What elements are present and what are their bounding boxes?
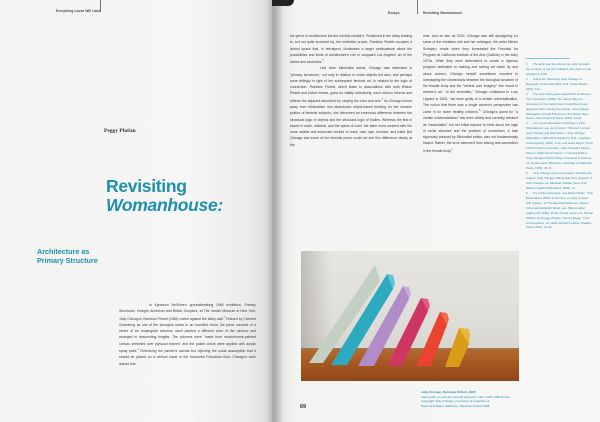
footnote-text: The artist was then known as Judy Gerowitz, the surname of her first husband, who died in a car accident in 1963. [526, 62, 592, 76]
body-paragraph [290, 65, 412, 147]
notes-rule [526, 58, 570, 59]
caption-medium: Latex paint on canvas-covered plywood | 126 x 126 x 288 inches [421, 394, 510, 399]
subtitle-line-2: Primary Structure [37, 256, 98, 265]
footnote-number: 5 [526, 170, 528, 175]
text-run: , at The Jewish Museum in New York, Judy Chicago's [119, 309, 256, 321]
footnote-number: 1 [526, 62, 528, 66]
footnote-ref: 5 [478, 109, 481, 112]
caption-collection: David and Diana Wilkinson. Rainbow Pickett 1965 [421, 403, 490, 408]
text-run: (1966) rested against the lobby wall. [167, 316, 224, 321]
body-column-1 [119, 302, 256, 367]
rainbow-columns-graphic [301, 251, 519, 381]
artwork-photo [301, 251, 519, 381]
page-number: 69 [300, 404, 307, 410]
body-column-3 [423, 33, 518, 154]
article-subtitle [37, 247, 167, 265]
figure-caption [421, 390, 571, 408]
artwork-title: Rainbow Pickett [143, 316, 168, 321]
footnote-ref: 4 [381, 97, 384, 101]
body-paragraph [119, 302, 256, 367]
text-run: Like other Minimalist artists, Chicago was interested in "primary structures," not only in relation to made objects but also, and perhaps more tellingly in light of her subsequent feminist art, in relation to the logic of connection. [290, 66, 412, 90]
caption-title: Judy Chicago, Rainbow Pickett, 1965 [421, 390, 476, 394]
footnote-number: 2 [526, 76, 528, 81]
spine-shadow [266, 0, 282, 422]
footnote-text: Judy Chicago and Lucy Lippard, "Entering the Culture: Judy Chicago Talking with Lucy Lippard," in Judy Chicago, ed. Elizabeth Sackler (New York: Watson-Guptill Publications, 2002), 11. [526, 170, 593, 190]
subtitle-line-1: Architecture as [37, 247, 90, 256]
footnote-text: For a fuller discussion, see Naomi Schor, "This Essentialism Which Is Not One: Coming to Grips with Irigaray," in The Essential Difference, Naomi Schor and Elizabeth Weed, eds. (Bloomington: Indiana UP, 1994), 40-62; Amelia Jones, ed., Sexual Politics; and Peggy Phelan, "Survey Essay," in Art and Feminism, ed. Helen Reckitt (London: Phaidon Press, 2001), 14-49. [526, 190, 593, 230]
caption-credit: Copyright Judy Chicago | Courtesy of collection of [421, 399, 490, 404]
text-run: the genre of architecture but did not fully inhabit it. Positioned in the lobby leading to, but not quite enclosed by, the exhibition proper, [290, 34, 412, 45]
footnote-text: Gail Levin, Becoming Judy Chicago: A Biography of the Artist (New York: Crown Books, 2007), 121. [526, 76, 588, 91]
footnote [526, 121, 594, 171]
footnote [526, 191, 594, 231]
body-paragraph [423, 33, 518, 154]
footnote-text: The other lobby piece was Robert Smithson's The Cryosphere (1966). See James Meyer's discussion of the implicit East Coast/West Coast argument that underlay the pairing. James Meyer, Minimalism: Art and Polemics in the Sixties (New Haven: Yale University Press, 2001), 13-34. [526, 91, 592, 121]
footnote [526, 62, 594, 77]
text-run: time. And as late as 2002, Chicago was still apologizing for some of the mistakes she and her colleague, the artist Miriam Schapiro, made when they formulated the Feminist Art Program at California Institute of the Arts (CalArts) in the early 1970s. While they were determined to create a rigorous program dedicated to making and seeing art made by and about women, Chicago herself sometimes resorted to overplaying the connections between the biological structure of the female body and the "central core imagery" she found in women's art. "In the seventies," Chicago confessed to Lucy Lippard in 2002, "we were guilty of a certain universalization. The notion that there was a single women's perspective has come in for some healthy criticism. [423, 34, 518, 115]
running-header-title: Revisiting Womanhouse [423, 11, 463, 15]
text-run: Praised by Clement Greenberg as one of the strongest works in an excellent show, the piece consists of a series of six rectangular columns, each painted a different color of the rainbow and arranged in descending lengths. The columns were "made from monochrome-painted canvas stretched over plywood frames" and the pastel colors were applied with acrylic spray paint. [119, 316, 256, 353]
footnote-ref: 1 [223, 315, 226, 319]
running-header-left: Everything Loose Will Land [56, 9, 101, 13]
footnote [526, 92, 594, 122]
body-column-2 [290, 33, 412, 148]
footnote-text: For a good discussion of Chicago's early Minimalist art, see Jenni Sorkin, "Minimal" Limited: Judy Chicago and Minimalism," Judy Chicago: Minimalism, 1965-1973 (Santa Fe, N.M.: LewAllen Contemporary, 2004), 2-16; and Laura Meyer, "From Finish Fetish to Feminism: Judy Chicago's Dinner Party in California Art History," in Sexual Politics: Judy Chicago's Dinner Party in Feminist Art History, ed. Amelia Jones (Berkeley: University of California Press, 1996), 46-74. [526, 121, 594, 171]
footnote-number: 4 [526, 121, 528, 126]
author-name: Peggy Phelan [104, 128, 136, 134]
exhibition-title: Primary Structures: Younger American and British Sculptors [119, 303, 256, 314]
footnote-ref: 3 [322, 59, 324, 62]
running-header-section: Essays [388, 11, 400, 15]
article-title [106, 177, 276, 215]
text-run: " Chicago's quest for "a certain universalization" has been widely and correctly rebuked as "essentialist," but her initial impulse to think about the logic of serial structure and the problem of connection, a task rigorously pursued by Minimalist artists, was not fundamentally flawed. Rather, the error stemmed from basing that connection in the female body. [423, 110, 518, 153]
footnote-ref: 2 [137, 347, 139, 351]
text-run: In Kynaston McShine's groundbreaking 1966 exhibition, [149, 303, 245, 307]
title-line-1: Revisiting [106, 176, 187, 196]
text-run: , which leads to associations with both Wilson Pickett and picket fences, gains its vitality collectively; each column informs and reflects the adjacent structures by varying the color and size. [290, 85, 412, 103]
footnote-number: 6 [526, 190, 528, 195]
body-paragraph [290, 33, 412, 65]
footnote [526, 77, 594, 92]
left-page [0, 0, 272, 422]
text-run: As Chicago turned away from Minimalism and abandoned object-based thinking for the messier politics of feminist subjects, she discerned an enormous difference between the structural logic of objects and the structural logic of bodies. Whereas the first is based in math, material, and the optics of color, the latter must contend with the more volatile and imprecise vectors of class, race, age, emotion, and habit. But Chicago and some of her feminist peers could not see this difference clearly at the [290, 98, 412, 147]
page-corner [272, 0, 294, 6]
text-run: Embracing the painter's canvas but rejecting the usual assumption that it should be placed on a vertical easel or the horizontal Pollockian floor, Chicago's work leaned into [119, 349, 256, 366]
footnote-number: 3 [526, 91, 528, 96]
artwork-title: Rainbow Pickett [309, 85, 335, 90]
text-run: occupies a liminal space that, in retrospect, illuminates a larger ambivalence about the possibilities and limits of architecture's role in vanguard Los Angeles' art of the sixties and seventies. [290, 40, 413, 65]
artwork-title: Rainbow Pickett [369, 40, 395, 45]
title-line-2: Womanhouse: [106, 195, 223, 215]
header-rule [100, 0, 101, 12]
header-rule [417, 0, 418, 14]
footnotes-column [526, 58, 594, 230]
footnote [526, 171, 594, 191]
footnote-ref: 6 [451, 147, 453, 151]
